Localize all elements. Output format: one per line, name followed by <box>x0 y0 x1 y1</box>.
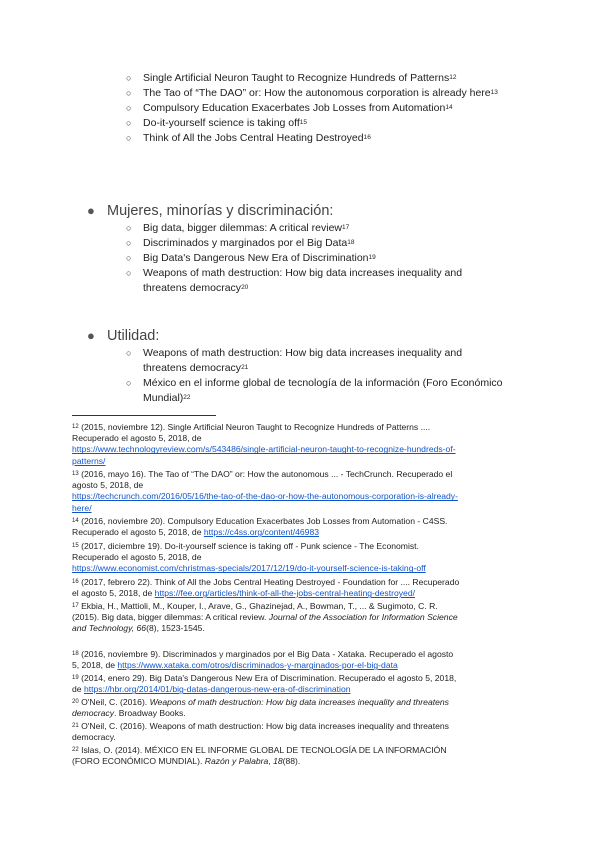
footnote-text: (2014, enero 29). Big Data's Dangerous New Era of Discrimination. Recuperado el agosto 5, 2018, <box>81 673 457 683</box>
footnote-15 <box>72 541 524 575</box>
volume: 66 <box>136 623 147 634</box>
footnote-text: Ekbia, H., Mattioli, M., Kouper, I., Arave, G., Ghazinejad, A., Bowman, T., ... & Sugimoto, C. R. <box>81 601 438 611</box>
circle-bullet-icon: ○ <box>126 103 132 113</box>
footnote-separator <box>72 415 216 416</box>
volume: 18 <box>273 756 283 767</box>
circle-bullet-icon: ○ <box>126 238 132 248</box>
footnote-ref[interactable]: 20 <box>241 284 249 291</box>
footnote-20 <box>72 697 524 719</box>
list-item-text: Do-it-yourself science is taking off <box>143 117 300 129</box>
footnote-number: 12 <box>72 424 79 430</box>
footnote-number: 17 <box>72 603 79 609</box>
footnote-21 <box>72 721 524 743</box>
footnote-link[interactable]: https://c4ss.org/content/46983 <box>203 527 320 538</box>
list-item <box>126 221 523 236</box>
footnote-ref[interactable]: 15 <box>299 119 308 126</box>
footnote-17 <box>72 601 524 635</box>
circle-bullet-icon: ○ <box>126 73 132 83</box>
footnote-ref[interactable]: 18 <box>347 239 355 246</box>
footnote-text: , <box>268 756 271 767</box>
footnote-text: (2017, diciembre 19). Do-it-yourself science is taking off - Punk science - The Economist. <box>81 541 419 551</box>
list-item-text: Weapons of math destruction: How big data increases inequality and <box>143 267 463 279</box>
footnote-text: Recuperado el agosto 5, 2018, de <box>72 527 202 538</box>
circle-bullet-icon: ○ <box>126 133 132 143</box>
section-title: Mujeres, minorías y discriminación: <box>107 203 334 219</box>
footnote-22 <box>72 745 524 767</box>
footnote-link[interactable]: https://www.economist.com/christmas-specials/2017/12/19/do-it-yourself-science-is-taking-off <box>72 563 426 574</box>
footnote-ref[interactable]: 12 <box>449 74 457 81</box>
section-title: Utilidad: <box>107 328 160 344</box>
footnote-number: 15 <box>72 543 79 549</box>
footnote-text: (2016, mayo 16). The Tao of “The DAO” or: How the autonomous ... - TechCrunch. Recuperado el <box>81 469 453 479</box>
footnote-ref[interactable]: 16 <box>363 134 371 141</box>
footnote-ref[interactable]: 13 <box>490 89 498 96</box>
footnote-ref[interactable]: 14 <box>445 104 453 111</box>
list-item <box>126 346 523 376</box>
circle-bullet-icon: ○ <box>126 268 132 278</box>
list-item-text: Compulsory Education Exacerbates Job Losses from Automation <box>143 102 446 114</box>
footnote-link[interactable]: here/ <box>72 502 92 513</box>
footnote-number: 18 <box>72 651 79 657</box>
list-item-text: Big data, bigger dilemmas: A critical review <box>143 222 343 234</box>
footnote-link[interactable]: https://www.technologyreview.com/s/543486/single-artificial-neuron-taught-to-recognize-hundreds-of- <box>72 444 456 455</box>
list-item-text: Mundial) <box>143 392 184 404</box>
book-title: Weapons of math destruction: How big data increases inequality and threatens <box>149 697 449 707</box>
circle-bullet-icon: ○ <box>126 223 132 233</box>
footnote-text: 5, 2018, de <box>72 660 116 671</box>
footnote-text: (2015, noviembre 12). Single Artificial Neuron Taught to Recognize Hundreds of Patterns .... <box>81 422 431 432</box>
list-item <box>126 86 523 101</box>
footnote-ref[interactable]: 22 <box>183 394 191 401</box>
list-item-text: Discriminados y marginados por el Big Data <box>143 237 348 249</box>
list-item <box>126 376 523 406</box>
footnote-text: O'Neil, C. (2016). Weapons of math destruction: How big data increases inequality and threatens <box>81 721 449 731</box>
footnote-14 <box>72 516 524 538</box>
footnote-text: (FORO ECONÓMICO MUNDIAL). <box>72 756 203 767</box>
book-title: democracy <box>72 708 115 719</box>
footnote-text: de <box>72 684 82 695</box>
circle-bullet-icon: ○ <box>126 118 132 128</box>
list-item-text: threatens democracy <box>143 362 242 374</box>
footnote-13 <box>72 469 524 514</box>
footnote-text: agosto 5, 2018, de <box>72 480 144 491</box>
list-item-text: Big Data's Dangerous New Era of Discrimination <box>143 252 369 264</box>
list-item <box>126 266 523 296</box>
bullet-dot-icon: ● <box>87 328 95 343</box>
footnote-number: 19 <box>72 675 79 681</box>
footnote-18 <box>72 649 524 671</box>
footnote-number: 21 <box>72 723 79 729</box>
section-heading <box>87 202 334 220</box>
list-item-text: Think of All the Jobs Central Heating Destroyed <box>143 132 364 144</box>
footnote-text: (2016, noviembre 9). Discriminados y marginados por el Big Data - Xataka. Recuperado el agosto <box>81 649 454 659</box>
list-item <box>126 116 523 131</box>
list-item <box>126 131 523 146</box>
list-item-text: threatens democracy <box>143 282 242 294</box>
list-item-text: Weapons of math destruction: How big data increases inequality and <box>143 347 463 359</box>
footnote-ref[interactable]: 21 <box>241 364 249 371</box>
footnote-text: Islas, O. (2014). MÉXICO EN EL INFORME GLOBAL DE TECNOLOGÍA DE LA INFORMACIÓN <box>81 745 447 755</box>
footnote-text: (8), 1523-1545. <box>146 623 205 634</box>
footnote-16 <box>72 577 524 599</box>
list-item <box>126 71 523 86</box>
footnote-text: O'Neil, C. (2016). <box>81 697 148 707</box>
circle-bullet-icon: ○ <box>126 253 132 263</box>
footnote-text: (2017, febrero 22). Think of All the Jobs Central Heating Destroyed - Foundation for .... Recuperado <box>81 577 460 587</box>
list-item-text: México en el informe global de tecnología de la información (Foro Económico <box>143 377 503 389</box>
footnote-text: Recuperado el agosto 5, 2018, de <box>72 433 202 444</box>
bullet-dot-icon: ● <box>87 203 95 218</box>
section-heading <box>87 327 160 345</box>
footnote-number: 16 <box>72 579 79 585</box>
footnote-ref[interactable]: 17 <box>342 224 350 231</box>
footnote-number: 22 <box>72 747 79 753</box>
footnote-link[interactable]: https://www.xataka.com/otros/discriminados-y-marginados-por-el-big-data <box>117 660 398 671</box>
footnote-19 <box>72 673 524 695</box>
circle-bullet-icon: ○ <box>126 348 132 358</box>
footnote-link[interactable]: https://hbr.org/2014/01/big-datas-dangerous-new-era-of-discrimination <box>83 684 351 695</box>
journal-title: Journal of the Association for Information Science <box>268 612 458 623</box>
footnote-text: (88). <box>282 756 301 767</box>
footnote-number: 13 <box>72 471 79 477</box>
list-item <box>126 101 523 116</box>
circle-bullet-icon: ○ <box>126 378 132 388</box>
list-item-text: Single Artificial Neuron Taught to Recognize Hundreds of Patterns <box>143 72 450 84</box>
list-item-text: The Tao of “The DAO” or: How the autonomous corporation is already here <box>143 87 491 99</box>
footnote-number: 20 <box>72 699 79 705</box>
footnote-link[interactable]: https://fee.org/articles/think-of-all-the-jobs-central-heating-destroyed/ <box>154 588 415 599</box>
footnote-text: . Broadway Books. <box>114 708 186 719</box>
list-item <box>126 236 523 251</box>
footnote-text: Recuperado el agosto 5, 2018, de <box>72 552 202 563</box>
journal-title: and Technology, <box>72 623 135 634</box>
footnote-link[interactable]: https://techcrunch.com/2016/05/16/the-tao-of-the-dao-or-how-the-autonomous-corporation-is-already- <box>72 491 458 502</box>
footnote-text: (2015). Big data, bigger dilemmas: A critical review. <box>72 612 267 623</box>
footnote-text: el agosto 5, 2018, de <box>72 588 153 599</box>
footnote-text: (2016, noviembre 20). Compulsory Education Exacerbates Job Losses from Automation - C4SS. <box>81 516 448 526</box>
footnote-ref[interactable]: 19 <box>368 254 376 261</box>
circle-bullet-icon: ○ <box>126 88 132 98</box>
footnote-number: 14 <box>72 518 79 524</box>
footnote-12 <box>72 422 524 467</box>
list-item <box>126 251 523 266</box>
footnote-text: democracy. <box>72 732 116 743</box>
journal-title: Razón y Palabra <box>204 756 269 767</box>
footnote-link[interactable]: patterns/ <box>72 455 106 466</box>
